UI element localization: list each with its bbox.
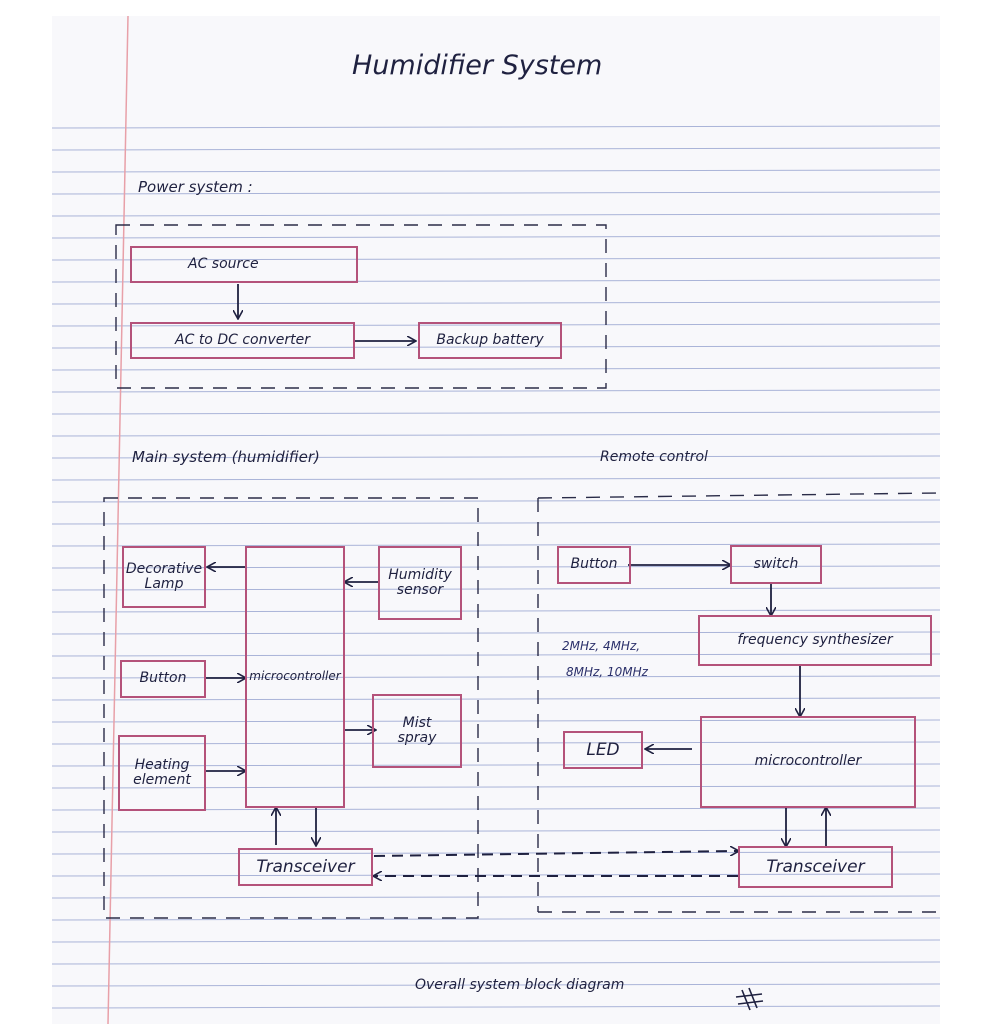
ruled-line bbox=[52, 412, 940, 414]
main-microcontroller-block bbox=[245, 546, 345, 808]
ruled-line bbox=[52, 148, 940, 150]
decorative-lamp-block bbox=[122, 546, 206, 608]
frequency-options-line2: 8MHz, 10MHz bbox=[566, 665, 648, 679]
power-system-label: Power system : bbox=[138, 178, 253, 196]
mist-spray-block bbox=[372, 694, 462, 768]
backup-battery-text: Backup battery bbox=[436, 331, 544, 348]
decorative-lamp-text: Decorative Lamp bbox=[125, 560, 203, 592]
remote-button-block bbox=[557, 546, 631, 584]
ruled-line bbox=[52, 478, 940, 480]
wireless-link bbox=[374, 851, 738, 876]
remote-microcontroller-text: microcontroller bbox=[754, 753, 862, 770]
remote-microcontroller-block bbox=[700, 716, 916, 808]
ruled-line bbox=[52, 522, 940, 524]
heating-element-block bbox=[118, 735, 206, 811]
ruled-line bbox=[52, 610, 940, 612]
remote-control-label: Remote control bbox=[600, 449, 708, 465]
frequency-synthesizer-block bbox=[698, 615, 932, 666]
main-button-block bbox=[120, 660, 206, 698]
remote-button-text: Button bbox=[570, 556, 618, 573]
ruled-line bbox=[52, 434, 940, 436]
ruled-line bbox=[52, 368, 940, 370]
switch-block bbox=[730, 545, 822, 584]
ruled-line bbox=[52, 302, 940, 304]
main-system-label: Main system (humidifier) bbox=[132, 448, 320, 466]
humidity-sensor-text: Humidity sensor bbox=[388, 566, 452, 598]
ruled-line bbox=[52, 500, 940, 502]
ruled-line bbox=[52, 830, 940, 832]
ruled-line bbox=[52, 896, 940, 898]
led-text: LED bbox=[586, 739, 620, 760]
ruled-line bbox=[52, 214, 940, 216]
backup-battery-block bbox=[418, 322, 562, 359]
diagram-caption: Overall system block diagram bbox=[415, 977, 625, 993]
remote-control-boundary bbox=[538, 493, 938, 498]
heating-element-text: Heating element bbox=[133, 756, 191, 788]
margin-line bbox=[108, 16, 128, 1024]
remote-transceiver-text: Transceiver bbox=[766, 856, 865, 877]
ruled-line bbox=[52, 390, 940, 392]
ruled-line bbox=[52, 170, 940, 172]
ac-dc-converter-text: AC to DC converter bbox=[175, 331, 310, 348]
ac-dc-converter-block bbox=[130, 322, 355, 359]
ruled-line bbox=[52, 962, 940, 964]
switch-text: switch bbox=[753, 555, 799, 572]
main-transceiver-block bbox=[238, 848, 373, 886]
frequency-options-line1: 2MHz, 4MHz, bbox=[562, 639, 641, 653]
ruled-line bbox=[52, 126, 940, 128]
ruled-line bbox=[52, 1006, 940, 1008]
humidity-sensor-block bbox=[378, 546, 462, 620]
ruled-line bbox=[52, 940, 940, 942]
main-transceiver-text: Transceiver bbox=[256, 856, 355, 877]
ac-source-block bbox=[130, 246, 358, 283]
main-button-text: Button bbox=[139, 670, 187, 687]
ruled-line bbox=[52, 698, 940, 700]
ruled-line bbox=[52, 236, 940, 238]
remote-transceiver-block bbox=[738, 846, 893, 888]
ac-source-text: AC source bbox=[188, 255, 259, 272]
frequency-synthesizer-text: frequency synthesizer bbox=[737, 631, 893, 648]
led-block bbox=[563, 731, 643, 769]
main-microcontroller-text: microcontroller bbox=[249, 669, 341, 684]
page-title: Humidifier System bbox=[352, 50, 603, 81]
mist-spray-text: Mist spray bbox=[397, 714, 437, 746]
